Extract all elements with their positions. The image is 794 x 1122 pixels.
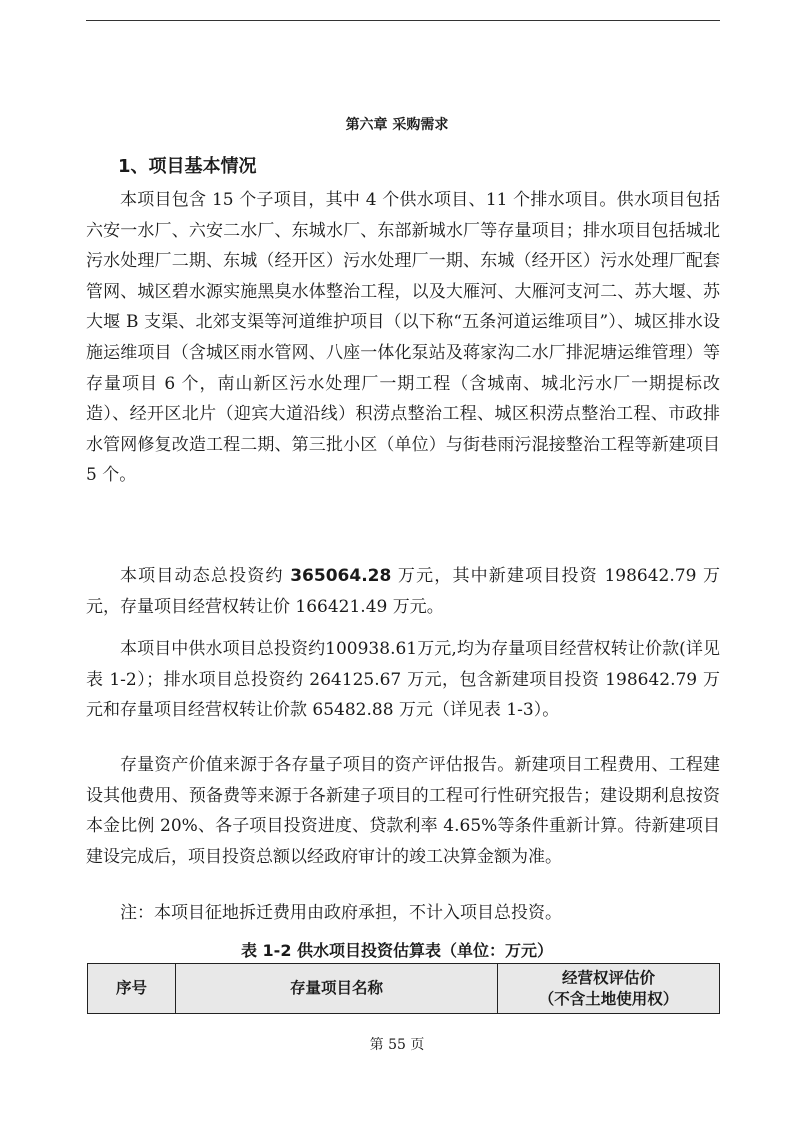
paragraph-value-sources: 存量资产价值来源于各存量子项目的资产评估报告。新建项目工程费用、工程建设其他费用、预备费等来源于各新建子项目的工程可行性研究报告；建设期利息按资本金比例 20%、各子项目投资进度、贷款利率 4.65%等条件重新计算。待新建项目建设完成后，项目投资总额以经政府审计的竣工决算金额为准。 bbox=[86, 755, 720, 867]
total-investment-prefix: 本项目动态总投资约 bbox=[120, 566, 291, 586]
chapter-title: 第六章 采购需求 bbox=[345, 117, 449, 133]
header-project-name: 存量项目名称 bbox=[176, 964, 498, 1014]
paragraph-note: 注：本项目征地拆迁费用由政府承担，不计入项目总投资。 bbox=[120, 903, 562, 923]
page-number: 第 55 页 bbox=[369, 1037, 425, 1053]
paragraph-investment-split: 本项目中供水项目总投资约100938.61万元,均为存量项目经营权转让价款(详见表 1-2）；排水项目总投资约 264125.67 万元，包含新建项目投资 198642.79 万元和存量项目经营权转让价款 65482.88 万元（详见表 1-3）。 bbox=[86, 639, 720, 721]
paragraph-project-scope: 本项目包含 15 个子项目，其中 4 个供水项目、11 个排水项目。供水项目包括六安一水厂、六安二水厂、东城水厂、东部新城水厂等存量项目；排水项目包括城北污水处理厂二期、东城（经开区）污水处理厂一期、东城（经开区）污水处理厂配套管网、城区碧水源实施黑臭水体整治工程，以及大雁河、大雁河支河二、苏大堰、苏大堰 B 支渠、北郊支渠等河道维护项目（以下称“五条河道运维项目”）、城区排水设施运维项目（含城区雨水管网、八座一体化泵站及蒋家沟二水厂排泥塘运维管理）等存量项目 6 个，南山新区污水处理厂一期工程（含城南、城北污水厂一期提标改造）、经开区北片（迎宾大道沿线）积涝点整治工程、城区积涝点整治工程、市政排水管网修复改造工程二期、第三批小区（单位）与街巷雨污混接整治工程等新建项目 5 个。 bbox=[86, 190, 720, 486]
header-valuation-line2: （不含土地使用权） bbox=[538, 989, 679, 1008]
total-investment-suffix: 万元，其中新建项目投资 198642.79 万元，存量项目经营权转让价 166421.49 万元。 bbox=[86, 566, 720, 617]
table-caption: 表 1-2 供水项目投资估算表（单位：万元） bbox=[240, 941, 554, 960]
investment-estimate-table bbox=[87, 963, 720, 1014]
header-valuation-line1: 经营权评估价 bbox=[561, 968, 655, 987]
paragraph-total-investment bbox=[86, 561, 720, 622]
table-header-row bbox=[88, 964, 720, 1014]
section-heading: 1、项目基本情况 bbox=[118, 156, 257, 177]
header-rule bbox=[86, 20, 720, 21]
header-seq: 序号 bbox=[88, 964, 176, 1014]
total-investment-value: 365064.28 bbox=[290, 566, 392, 586]
header-valuation bbox=[498, 964, 720, 1014]
